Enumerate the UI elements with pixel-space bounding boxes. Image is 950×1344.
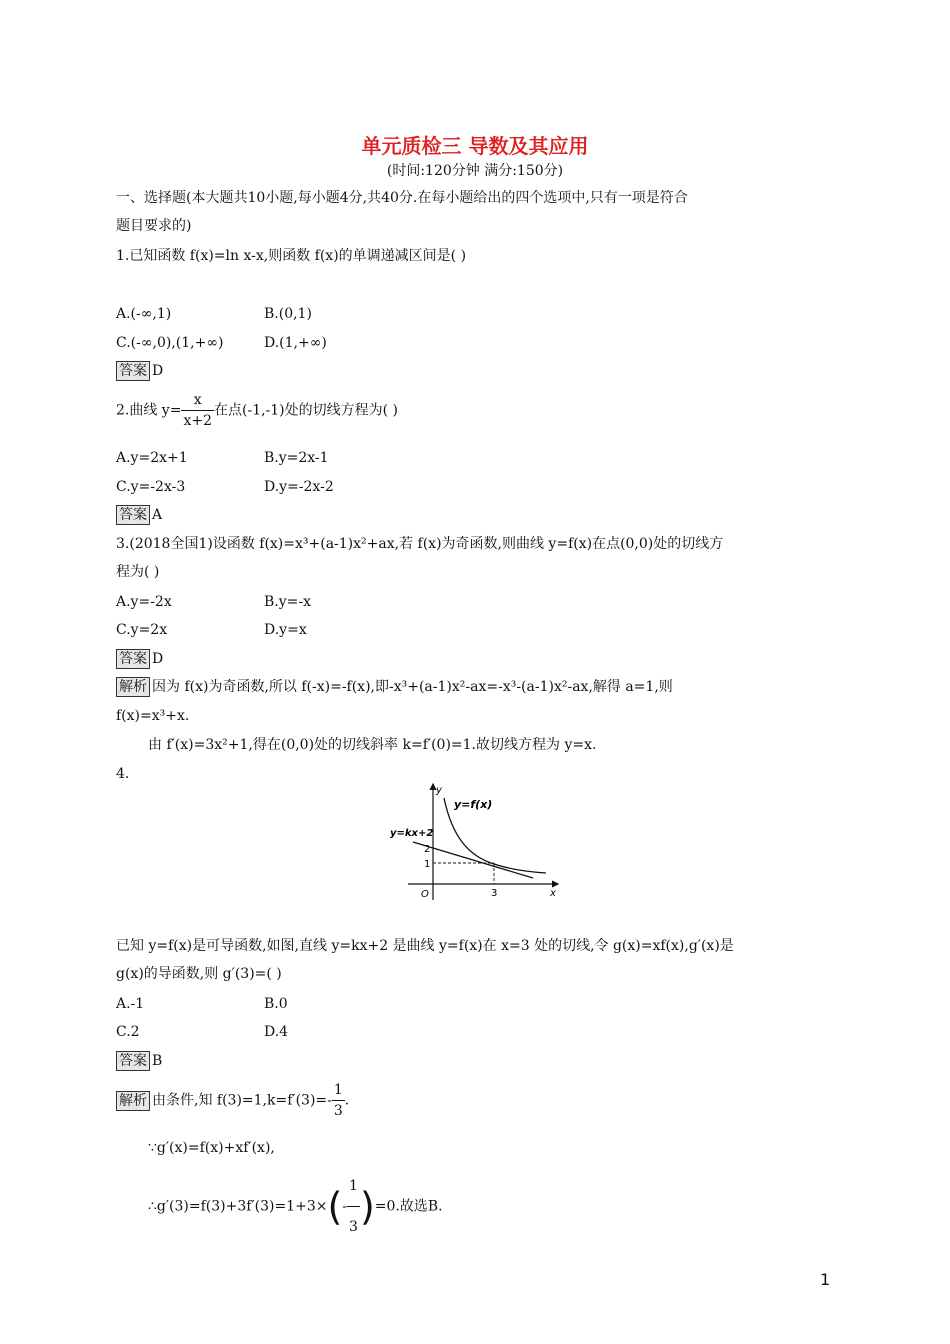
y-axis-label: y (436, 785, 442, 796)
tangent-line (413, 842, 533, 878)
q3-analysis-2: f(x)=x³+x. (116, 708, 190, 724)
q4-frac2-num: 1 (347, 1166, 360, 1207)
q1-option-c: C.(-∞,0),(1,+∞) (116, 335, 224, 351)
q3-option-c: C.y=2x (116, 622, 168, 638)
q4-option-d: D.4 (264, 1024, 289, 1040)
q4-stem-cont: g(x)的导函数,则 g′(3)=( ) (116, 966, 282, 982)
q4-neg-sign: - (342, 1198, 348, 1215)
q2-option-b: B.y=2x-1 (264, 450, 329, 466)
page-number: 1 (820, 1270, 831, 1289)
q1-option-a: A.(-∞,1) (116, 306, 172, 322)
q2-option-c: C.y=-2x-3 (116, 479, 186, 495)
q4-analysis-2: ∵g′(x)=f(x)+xf′(x), (148, 1140, 275, 1156)
q2-answer-value: A (152, 507, 163, 523)
q4-fraction-2 (347, 1166, 360, 1247)
curve-label: y=f(x) (454, 798, 493, 811)
q2-stem-a: 2.曲线 y= (116, 402, 182, 419)
q4-analysis-3b: =0.故选B. (374, 1198, 443, 1215)
q4-analysis-3 (148, 1166, 443, 1247)
left-paren: ( (327, 1184, 343, 1229)
q2-stem (116, 390, 398, 431)
analysis-tag: 解析 (116, 1091, 150, 1111)
tick-x3: 3 (491, 888, 498, 899)
q3-analysis-1: 因为 f(x)为奇函数,所以 f(-x)=-f(x),即-x³+(a-1)x²-ax=-x³-(a-1)x²-ax,解得 a=1,则 (152, 679, 673, 695)
tick-y1: 1 (424, 859, 431, 870)
q4-number: 4. (116, 766, 130, 782)
origin-label: O (421, 889, 429, 900)
q3-option-b: B.y=-x (264, 594, 312, 610)
q1-answer (116, 361, 163, 381)
q3-answer (116, 649, 163, 669)
q4-answer (116, 1051, 162, 1071)
q4-analysis (116, 1080, 349, 1121)
q4-frac-den: 3 (333, 1103, 343, 1119)
q2-answer (116, 505, 162, 525)
q4-analysis-1a: 由条件,知 f(3)=1,k=f′(3)=- (152, 1092, 332, 1109)
q3-stem-cont: 程为( ) (116, 564, 160, 580)
analysis-tag: 解析 (116, 677, 150, 697)
q2-frac-den: x+2 (183, 413, 212, 429)
q1-option-d: D.(1,+∞) (264, 335, 327, 351)
page-title: 单元质检三 导数及其应用 (361, 134, 589, 158)
q4-option-b: B.0 (264, 996, 288, 1012)
answer-tag: 答案 (116, 361, 150, 381)
q1-answer-value: D (152, 363, 164, 379)
q4-answer-value: B (152, 1053, 163, 1069)
q4-fraction (332, 1080, 345, 1121)
q4-graph (388, 778, 568, 906)
q4-analysis-1b: . (344, 1092, 350, 1109)
q3-answer-value: D (152, 651, 164, 667)
exam-info: (时间:120分钟 满分:150分) (386, 163, 564, 179)
section-intro: 一、选择题(本大题共10小题,每小题4分,共40分.在每小题给出的四个选项中,只有一项是符合 (116, 190, 688, 206)
answer-tag: 答案 (116, 649, 150, 669)
q4-option-a: A.-1 (116, 996, 145, 1012)
section-intro-cont: 题目要求的) (116, 218, 192, 234)
q3-option-d: D.y=x (264, 622, 307, 638)
q1-stem: 1.已知函数 f(x)=ln x-x,则函数 f(x)的单调递减区间是( ) (116, 248, 467, 264)
q4-frac-num: 1 (332, 1080, 345, 1101)
q1-option-b: B.(0,1) (264, 306, 312, 322)
q2-option-a: A.y=2x+1 (116, 450, 188, 466)
q3-stem: 3.(2018全国1)设函数 f(x)=x³+(a-1)x²+ax,若 f(x)为奇函数,则曲线 y=f(x)在点(0,0)处的切线方 (116, 536, 724, 552)
answer-tag: 答案 (116, 505, 150, 525)
q2-frac-num: x (181, 390, 214, 411)
q2-option-d: D.y=-2x-2 (264, 479, 334, 495)
q3-analysis (116, 677, 673, 697)
q2-fraction (181, 390, 214, 431)
q3-analysis-3: 由 f′(x)=3x²+1,得在(0,0)处的切线斜率 k=f′(0)=1.故切线方程为 y=x. (148, 737, 597, 753)
q2-stem-b: 在点(-1,-1)处的切线方程为( ) (214, 402, 399, 419)
q4-stem: 已知 y=f(x)是可导函数,如图,直线 y=kx+2 是曲线 y=f(x)在 x=3 处的切线,令 g(x)=xf(x),g′(x)是 (116, 938, 734, 954)
x-axis-label: x (550, 888, 556, 899)
q4-analysis-3a: ∴g′(3)=f(3)+3f′(3)=1+3× (148, 1198, 328, 1215)
right-paren: ) (359, 1184, 375, 1229)
q4-frac2-den: 3 (349, 1219, 358, 1235)
line-label: y=kx+2 (390, 828, 434, 839)
tick-y2: 2 (424, 844, 431, 855)
answer-tag: 答案 (116, 1051, 150, 1071)
q3-option-a: A.y=-2x (116, 594, 172, 610)
q4-option-c: C.2 (116, 1024, 140, 1040)
